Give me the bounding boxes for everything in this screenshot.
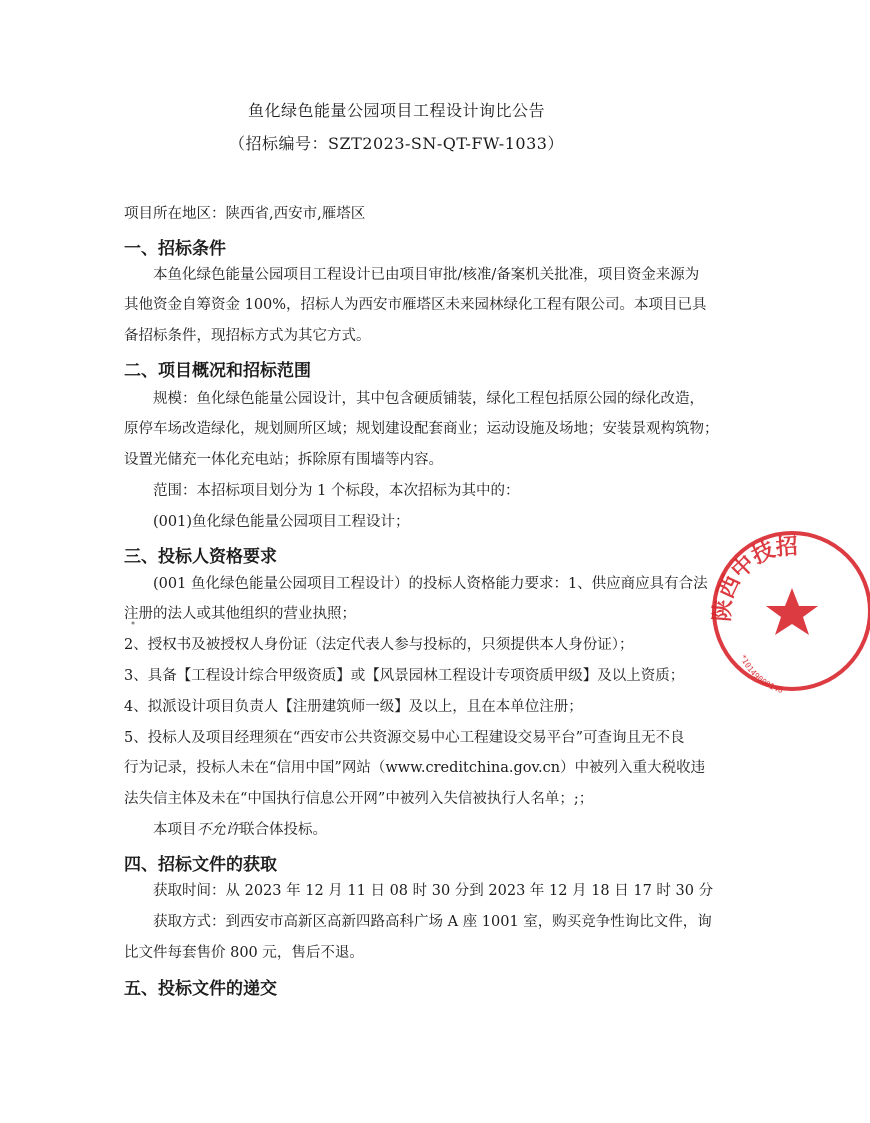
paragraph-line: 3、具备【工程设计综合甲级资质】或【风景园林工程设计专项资质甲级】及以上资质；	[124, 668, 685, 684]
consortium-emphasis: 不允许	[196, 822, 240, 838]
scan-mark	[130, 620, 136, 626]
paragraph-line: 5、投标人及项目经理须在“西安市公共资源交易中心工程建设交易平台”可查询且无不良	[124, 730, 685, 746]
paragraph-line: 设置光储充一体化充电站；拆除原有围墙等内容。	[124, 452, 443, 468]
paragraph-line: 注册的法人或其他组织的营业执照；	[124, 606, 356, 622]
paragraph-line: 备招标条件，现招标方式为其它方式。	[124, 328, 371, 344]
paragraph-line: (001 鱼化绿色能量公园项目工程设计）的投标人资格能力要求：1、供应商应具有合法	[153, 576, 708, 592]
seal-serial: *10149000146	[738, 653, 785, 695]
tender-number: （招标编号：SZT2023-SN-QT-FW-1033）	[229, 134, 564, 153]
consortium-prefix: 本项目	[153, 822, 197, 838]
company-seal-stamp	[700, 526, 870, 696]
paragraph-line: 获取方式：到西安市高新区高新四路高科广场 A 座 1001 室，购买竞争性询比文件，询	[153, 914, 712, 930]
paragraph-line: 规模：鱼化绿色能量公园设计，其中包含硬质铺装，绿化工程包括原公园的绿化改造，	[153, 391, 704, 407]
project-region: 项目所在地区：陕西省,西安市,雁塔区	[124, 206, 366, 222]
section-heading-1: 一、招标条件	[124, 239, 226, 259]
paragraph-line: 范围：本招标项目划分为 1 个标段，本次招标为其中的：	[153, 483, 520, 499]
consortium-statement	[153, 820, 327, 840]
paragraph-line: 法失信主体及未在“中国执行信息公开网”中被列入失信被执行人名单；;；	[124, 791, 594, 807]
consortium-suffix: 联合体投标。	[240, 822, 327, 838]
section-heading-3: 三、投标人资格要求	[124, 547, 277, 567]
paragraph-line: 原停车场改造绿化，规划厕所区域；规划建设配套商业；运动设施及场地；安装景观构筑物；	[124, 421, 719, 437]
paragraph-line: 2、授权书及被授权人身份证（法定代表人参与投标的，只须提供本人身份证）；	[124, 637, 634, 653]
paragraph-line: 4、拟派设计项目负责人【注册建筑师一级】及以上，且在本单位注册；	[124, 699, 583, 715]
seal-text: 陕西中技招	[709, 533, 799, 623]
section-heading-5: 五、投标文件的递交	[124, 979, 277, 999]
paragraph-line: 其他资金自筹资金 100%，招标人为西安市雁塔区未来园林绿化工程有限公司。本项目已具	[124, 297, 707, 313]
paragraph-line: 比文件每套售价 800 元，售后不退。	[124, 945, 364, 961]
paragraph-line: 行为记录，投标人未在“信用中国”网站（www.creditchina.gov.cn）中被列入重大税收违	[124, 760, 706, 776]
paragraph-line: 获取时间：从 2023 年 12 月 11 日 08 时 30 分到 2023 年 12 月 18 日 17 时 30 分	[153, 883, 714, 899]
section-heading-2: 二、项目概况和招标范围	[124, 361, 311, 381]
document-title: 鱼化绿色能量公园项目工程设计询比公告	[247, 101, 545, 120]
paragraph-line: (001)鱼化绿色能量公园项目工程设计；	[153, 514, 410, 530]
paragraph-line: 本鱼化绿色能量公园项目工程设计已由项目审批/核准/备案机关批准，项目资金来源为	[153, 267, 700, 283]
section-heading-4: 四、招标文件的获取	[124, 855, 277, 875]
